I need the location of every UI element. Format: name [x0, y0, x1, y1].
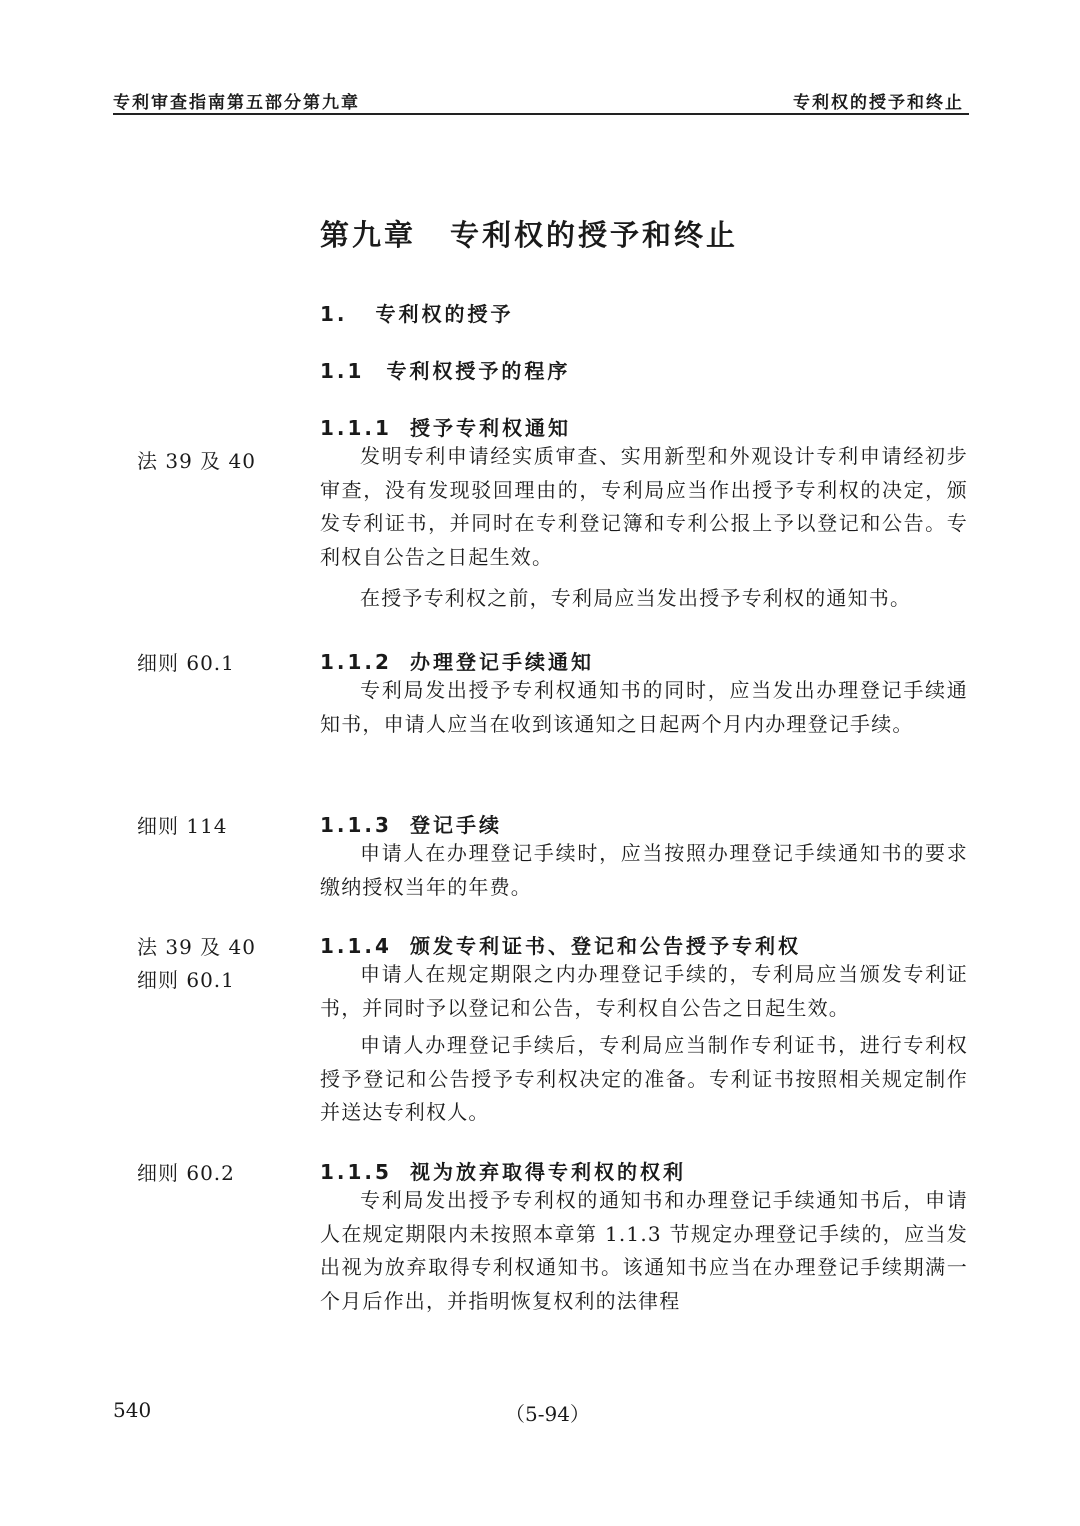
- heading-number: 1.1.2: [320, 650, 392, 674]
- heading-number: 1.1.4: [320, 934, 392, 958]
- margin-reference: 细则 114: [137, 814, 228, 838]
- heading-text: 专利权授予的程序: [386, 359, 571, 383]
- heading-text: 颁发专利证书、登记和公告授予专利权: [409, 934, 801, 958]
- heading-1: [320, 298, 514, 327]
- margin-reference: 细则 60.2: [137, 1161, 235, 1185]
- paragraph: 专利局发出授予专利权的通知书和办理登记手续通知书后，申请人在规定期限内未按照本章第 1.1.3 节规定办理登记手续的，应当发出视为放弃取得专利权通知书。该通知书应当在办理登记手续期满一个月后作出，并指明恢复权利的法律程: [320, 1188, 968, 1313]
- chapter-number: 第九章: [320, 218, 417, 252]
- running-header-right: 专利权的授予和终止: [793, 93, 964, 113]
- heading-1-1-5: [320, 1156, 686, 1185]
- running-header-left: 专利审查指南第五部分第九章: [113, 93, 360, 113]
- heading-1-1: [320, 355, 570, 384]
- heading-1-1-1: [320, 412, 571, 441]
- heading-number: 1.1: [320, 359, 365, 383]
- chapter-name: 专利权的授予和终止: [450, 218, 739, 252]
- paragraph: 发明专利申请经实质审查、实用新型和外观设计专利申请经初步审查，没有发现驳回理由的，专利局应当作出授予专利权的决定，颁发专利证书，并同时在专利登记簿和专利公报上予以登记和公告。专利权自公告之日起生效。: [320, 444, 968, 569]
- heading-text: 专利权的授予: [375, 302, 514, 326]
- heading-text: 视为放弃取得专利权的权利: [409, 1160, 686, 1184]
- heading-number: 1.1.1: [320, 416, 392, 440]
- heading-text: 登记手续: [409, 813, 502, 837]
- section-code: （5-94）: [505, 1402, 590, 1426]
- paragraph: 专利局发出授予专利权通知书的同时，应当发出办理登记手续通知书，申请人应当在收到该通知之日起两个月内办理登记手续。: [320, 678, 968, 736]
- heading-number: 1.1.3: [320, 813, 392, 837]
- heading-text: 授予专利权通知: [409, 416, 571, 440]
- heading-1-1-3: [320, 809, 502, 838]
- paragraph: 在授予专利权之前，专利局应当发出授予专利权的通知书。: [360, 586, 912, 610]
- margin-reference: 细则 60.1: [137, 651, 235, 675]
- heading-1-1-2: [320, 646, 594, 675]
- margin-reference: 法 39 及 40: [137, 449, 256, 473]
- header-rule: [113, 113, 969, 115]
- heading-1-1-4: [320, 930, 801, 959]
- chapter-title: [320, 213, 738, 254]
- heading-text: 办理登记手续通知: [409, 650, 594, 674]
- paragraph: 申请人办理登记手续后，专利局应当制作专利证书，进行专利权授予登记和公告授予专利权决定的准备。专利证书按照相关规定制作并送达专利权人。: [320, 1033, 968, 1124]
- page-number: 540: [113, 1398, 152, 1422]
- margin-reference: 法 39 及 40: [137, 935, 256, 959]
- heading-number: 1.1.5: [320, 1160, 392, 1184]
- heading-number: 1.: [320, 302, 348, 326]
- margin-reference: 细则 60.1: [137, 968, 235, 992]
- paragraph: 申请人在办理登记手续时，应当按照办理登记手续通知书的要求缴纳授权当年的年费。: [320, 841, 968, 899]
- paragraph: 申请人在规定期限之内办理登记手续的，专利局应当颁发专利证书，并同时予以登记和公告，专利权自公告之日起生效。: [320, 962, 968, 1020]
